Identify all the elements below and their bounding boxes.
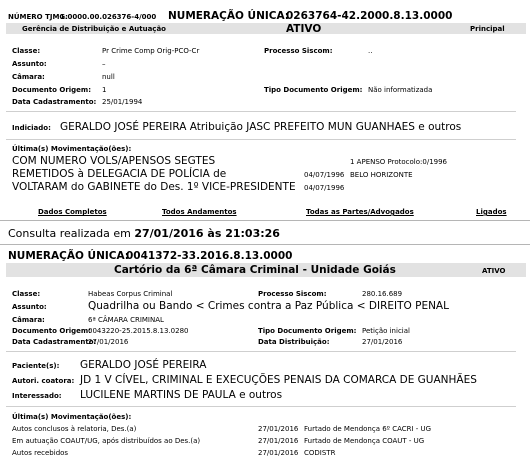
movement-text: VOLTARAM do GABINETE do Des. 1º VICE-PRESIDENTE — [12, 181, 296, 193]
movement-date: 27/01/2016 — [258, 449, 299, 457]
divider — [6, 111, 516, 112]
unique-number-value: 0041372-33.2016.8.13.0000 — [126, 250, 293, 262]
link-ligados[interactable]: Ligados — [476, 208, 507, 216]
consulta-line — [8, 227, 280, 240]
indiciado-value: GERALDO JOSÉ PEREIRA Atribuição JASC PREFEITO MUN GUANHAES e outros — [60, 121, 462, 133]
link-todos-andamentos[interactable]: Todos Andamentos — [162, 208, 237, 216]
siscom-label: Processo Siscom: — [258, 290, 327, 298]
movement-place: Furtado de Mendonça 6º CACRI - UG — [304, 425, 432, 433]
doc-origem-value: 1 — [102, 86, 107, 94]
divider — [6, 139, 516, 140]
movement-date: 04/07/1996 — [304, 184, 345, 192]
record1-status-extra: Principal — [470, 25, 505, 33]
data-cad-label: Data Cadastramento: — [12, 338, 97, 346]
movement-text: Em autuação COAUT/UG, após distribuídos ao Des.(a) — [12, 437, 201, 445]
siscom-value: 280.16.689 — [362, 290, 403, 298]
movement-text: Autos conclusos à relatoria, Des.(a) — [12, 425, 137, 433]
camara-value: null — [102, 73, 115, 81]
movements-label: Última(s) Movimentação(ões): — [12, 413, 132, 421]
section-separator — [0, 220, 530, 221]
camara-label: Câmara: — [12, 73, 45, 81]
autori-coatora-label: Autori. coatora: — [12, 377, 75, 385]
link-todas-partes[interactable]: Todas as Partes/Advogados — [306, 208, 414, 216]
section-separator — [0, 244, 530, 245]
movement-date: 04/07/1996 — [304, 171, 345, 179]
paciente-value: GERALDO JOSÉ PEREIRA — [80, 359, 207, 371]
movement-date: 27/01/2016 — [258, 425, 299, 433]
classe-value: Habeas Corpus Criminal — [88, 290, 173, 298]
indiciado-label: Indiciado: — [12, 124, 51, 132]
camara-label: Câmara: — [12, 316, 45, 324]
record1-department: Gerência de Distribuição e Autuação — [22, 25, 166, 33]
unique-number-value: 0263764-42.2000.8.13.0000 — [286, 10, 453, 22]
data-cad-label: Data Cadastramento: — [12, 98, 97, 106]
tjmg-number-label: NÚMERO TJMG: — [8, 13, 68, 21]
data-dist-label: Data Distribuição: — [258, 338, 330, 346]
record1-status: ATIVO — [286, 23, 322, 35]
interessado-label: Interessado: — [12, 392, 62, 400]
data-cad-value: 25/01/1994 — [102, 98, 143, 106]
tipo-doc-label: Tipo Documento Origem: — [258, 327, 357, 335]
movement-text: REMETIDOS à DELEGACIA DE POLÍCIA de — [12, 168, 227, 180]
divider — [6, 406, 516, 407]
movement-place: Furtado de Mendonça COAUT - UG — [304, 437, 425, 445]
record2-status: ATIVO — [482, 267, 506, 275]
classe-label: Classe: — [12, 47, 41, 55]
classe-label: Classe: — [12, 290, 41, 298]
assunto-label: Assunto: — [12, 303, 47, 311]
movement-date: 27/01/2016 — [258, 437, 299, 445]
assunto-value: – — [102, 60, 106, 68]
autori-coatora-value: JD 1 V CÍVEL, CRIMINAL E EXECUÇÕES PENAIS DA COMARCA DE GUANHÃES — [80, 374, 477, 386]
doc-origem-label: Documento Origem: — [12, 327, 92, 335]
data-dist-value: 27/01/2016 — [362, 338, 403, 346]
tipo-doc-value: Não informatizada — [368, 86, 433, 94]
link-dados-completos[interactable]: Dados Completos — [38, 208, 107, 216]
unique-number-label: NUMERAÇÃO ÚNICA: — [8, 250, 130, 262]
movement-place: 1 APENSO Protocolo:0/1996 — [350, 158, 448, 166]
movements-label: Última(s) Movimentação(ões): — [12, 145, 132, 153]
unique-number-label: NUMERAÇÃO ÚNICA: — [168, 10, 290, 22]
movement-text: COM NUMERO VOLS/APENSOS SEGTES — [12, 155, 216, 167]
divider — [6, 351, 516, 352]
consulta-prefix: Consulta realizada em — [8, 227, 131, 240]
movement-place: BELO HORIZONTE — [350, 171, 413, 179]
paciente-label: Paciente(s): — [12, 362, 60, 370]
consulta-datetime: 27/01/2016 às 21:03:26 — [134, 227, 280, 240]
assunto-value: Quadrilha ou Bando < Crimes contra a Paz Pública < DIREITO PENAL — [88, 300, 449, 312]
doc-origem-value: 0043220-25.2015.8.13.0280 — [88, 327, 189, 335]
movement-text: Autos recebidos — [12, 449, 69, 457]
classe-value: Pr Crime Comp Orig-PCO-Cr — [102, 47, 200, 55]
data-cad-value: 27/01/2016 — [88, 338, 129, 346]
assunto-label: Assunto: — [12, 60, 47, 68]
doc-origem-label: Documento Origem: — [12, 86, 92, 94]
siscom-value: .. — [368, 47, 373, 55]
tipo-doc-label: Tipo Documento Origem: — [264, 86, 363, 94]
camara-value: 6ª CÂMARA CRIMINAL — [88, 316, 164, 324]
interessado-value: LUCILENE MARTINS DE PAULA e outros — [80, 389, 283, 401]
movement-place: CODISTR — [304, 449, 336, 457]
siscom-label: Processo Siscom: — [264, 47, 333, 55]
tjmg-number-value: 1.0000.00.026376-4/000 — [60, 13, 157, 21]
tipo-doc-value: Petição inicial — [362, 327, 410, 335]
record2-department: Cartório da 6ª Câmara Criminal - Unidade Goiás — [114, 264, 396, 276]
